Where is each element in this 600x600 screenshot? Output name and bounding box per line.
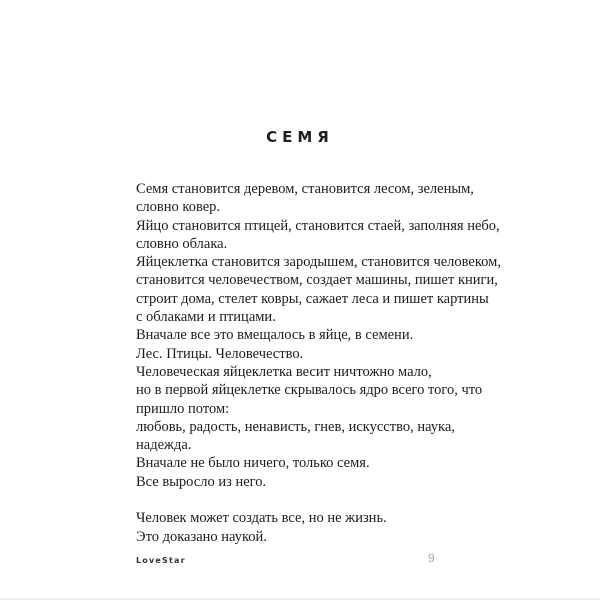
text-line: Вначале не было ничего, только семя.	[136, 455, 370, 472]
text-line: Лес. Птицы. Человечество.	[136, 345, 304, 362]
running-title: LoveStar	[136, 556, 186, 565]
stanza-gap	[136, 491, 476, 509]
text-line: словно ковер.	[136, 199, 221, 216]
text-line: с облаками и птицами.	[136, 309, 276, 326]
text-line: Вначале все это вмещалось в яйце, в семени.	[136, 327, 414, 344]
text-line: Яйцеклетка становится зародышем, становится человеком,	[136, 254, 501, 271]
text-line: Яйцо становится птицей, становится стаей, заполняя небо,	[136, 217, 500, 234]
text-line: надежда.	[136, 437, 192, 454]
chapter-title: СЕМЯ	[266, 128, 334, 146]
text-line: Семя становится деревом, становится лесом, зеленым,	[136, 181, 474, 197]
text-line: Все выросло из него.	[136, 473, 267, 490]
page-number: 9	[428, 551, 435, 565]
text-line: строит дома, стелет ковры, сажает леса и пишет картины	[136, 290, 489, 307]
text-line: Человек может создать все, но не жизнь.	[136, 510, 387, 527]
text-line: пришло потом:	[136, 400, 230, 417]
text-line: становится человечеством, создает машины, пишет книги,	[136, 272, 498, 289]
text-line: Человеческая яйцеклетка весит ничтожно мало,	[136, 363, 432, 380]
text-line: но в первой яйцеклетке скрывалось ядро всего того, что	[136, 382, 483, 399]
text-line: словно облака.	[136, 235, 228, 252]
text-line: Это доказано наукой.	[136, 528, 267, 545]
text-line: любовь, радость, ненависть, гнев, искусство, наука,	[136, 418, 455, 435]
body-text	[136, 180, 501, 546]
